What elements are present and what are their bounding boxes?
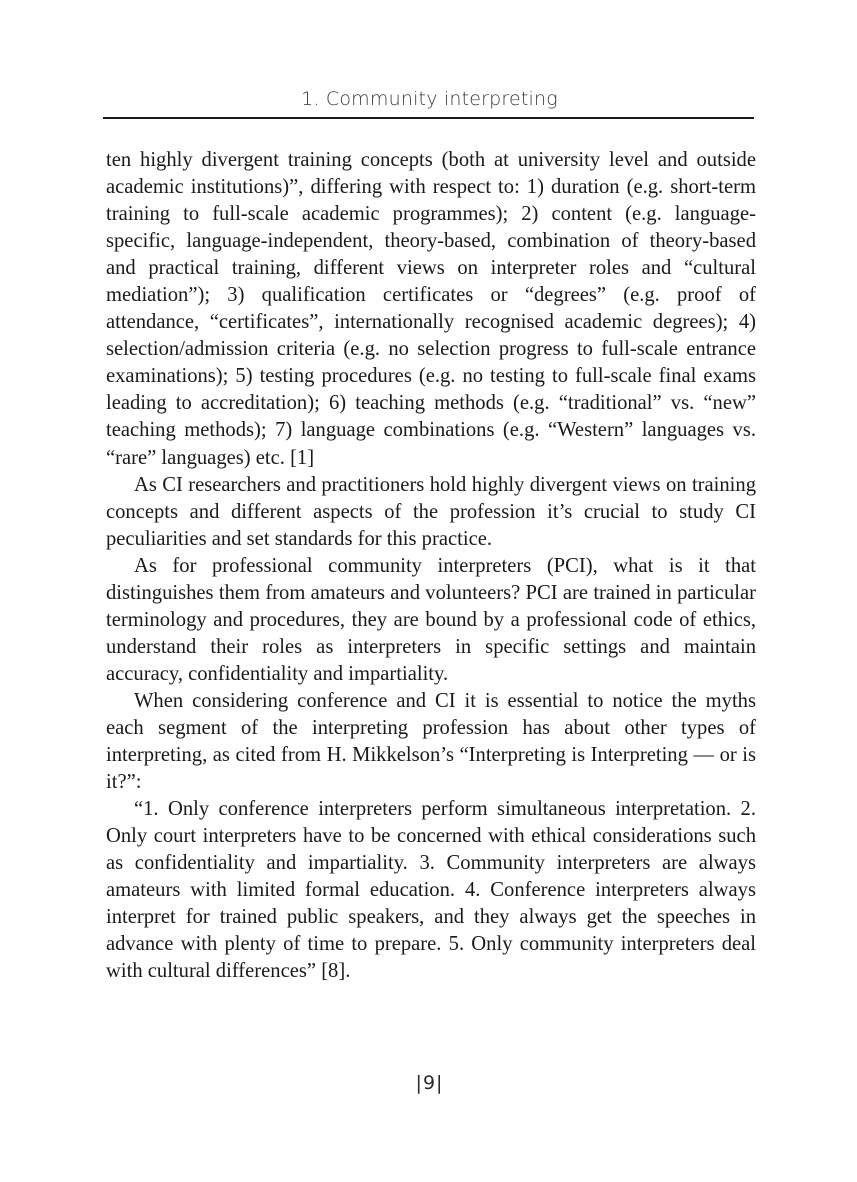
running-header: 1. Community interpreting bbox=[301, 88, 558, 110]
paragraph-4: When considering conference and CI it is essential to notice the myths each segment of the interpreting profession has about other types of interpreting, as cited from H. Mikkelson’s “Interpreting is Interpreting — or is it?”: bbox=[106, 689, 756, 794]
header-rule bbox=[103, 117, 754, 119]
body-text bbox=[106, 147, 756, 985]
paragraph-3: As for professional community interpreters (PCI), what is it that distinguishes them from amateurs and volunteers? PCI are trained in particular terminology and procedures, they are bound by a professional code of ethics, understand their roles as interpreters in specific settings and maintain accuracy, confidentiality and impartiality. bbox=[106, 554, 756, 685]
paragraph-2: As CI researchers and practitioners hold highly divergent views on training concepts and different aspects of the profession it’s crucial to study CI peculiarities and set standards for this practice. bbox=[106, 473, 756, 550]
paragraph-1: ten highly divergent training concepts (both at university level and outside academic institutions)”, differing with respect to: 1) duration (e.g. short-term training to full-scale academic programmes); 2) content (e.g. language-specific, language-independent, theory-based, combination of theory-based and practical training, different views on interpreter roles and “cultural mediation”); 3) qualification certificates or “degrees” (e.g. proof of attendance, “certificates”, internationally recognised academic degrees); 4) selection/admission criteria (e.g. no selection progress to full-scale entrance examinations); 5) testing procedures (e.g. no testing to full-scale final exams leading to accreditation); 6) teaching methods (e.g. “traditional” vs. “new” teaching methods); 7) language combinations (e.g. “Western” languages vs. “rare” languages) etc. [1] bbox=[106, 149, 756, 469]
paragraph-5: “1. Only conference interpreters perform simultaneous interpretation. 2. Only court interpreters have to be concerned with ethical considerations such as confidentiality and impartiality. 3. Community interpreters are always amateurs with limited formal education. 4. Conference interpreters always interpret for trained public speakers, and they always get the speeches in advance with plenty of time to prepare. 5. Only community interpreters deal with cultural differences” [8]. bbox=[106, 798, 756, 983]
page-number: |9| bbox=[415, 1072, 444, 1094]
